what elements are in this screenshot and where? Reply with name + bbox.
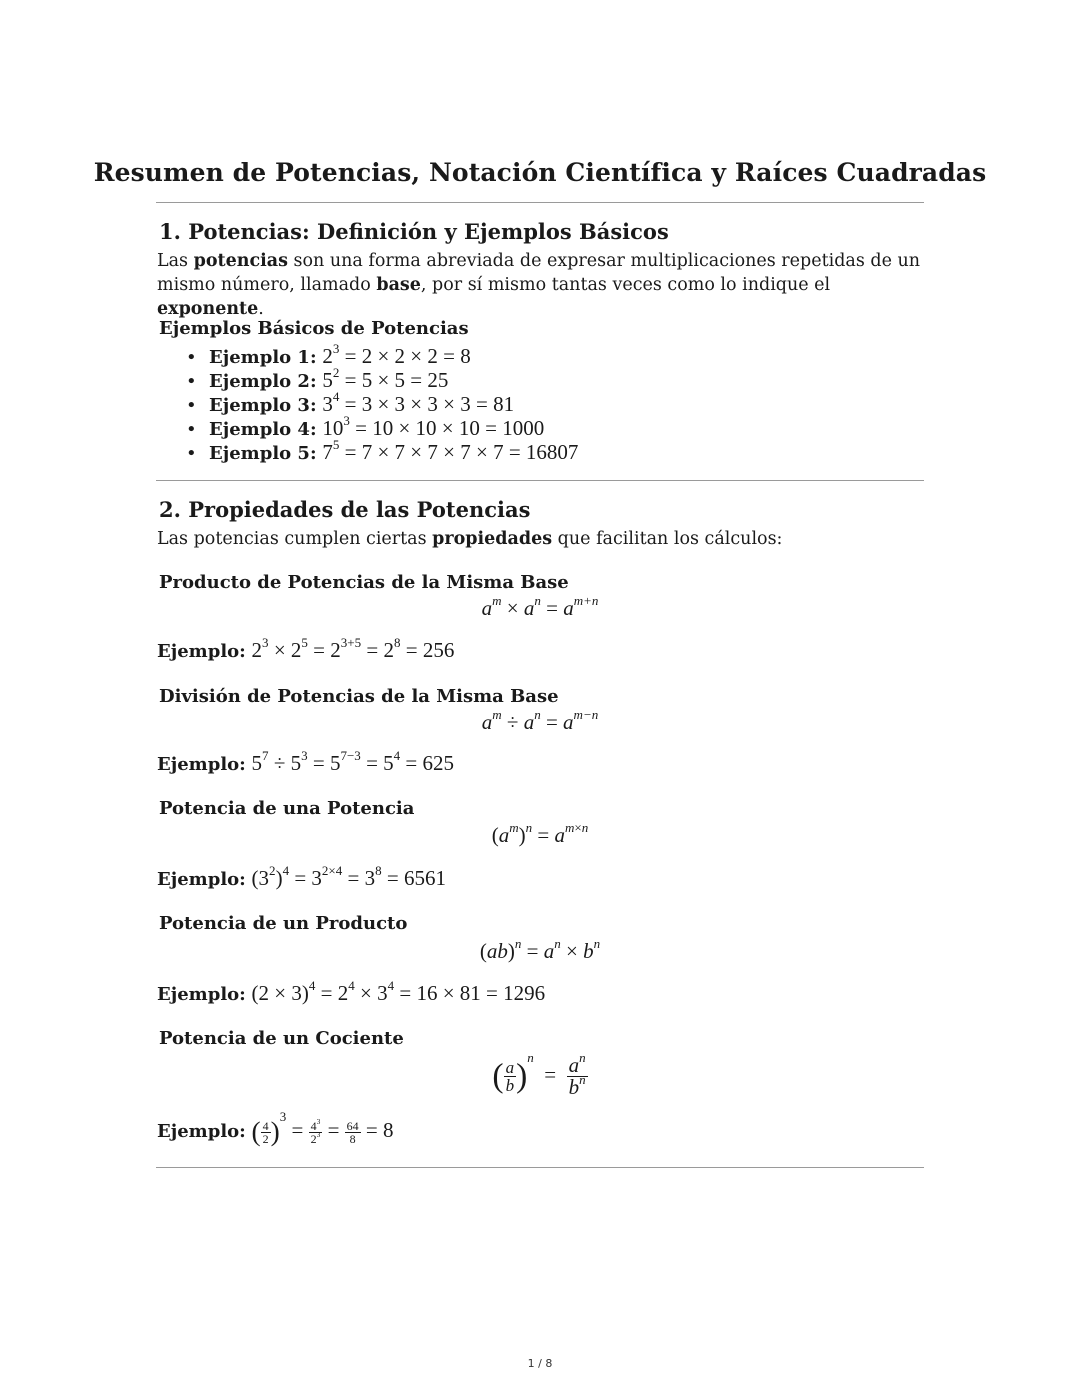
divider [156,480,924,481]
formula-potencia-potencia: $(a^m)^n = a^{m\times n}$ [491,820,589,847]
property-heading-producto: Producto de Potencias de la Misma Base [159,572,569,593]
formula-division: $a^m \div a^n = a^{m-n}$ [481,707,599,734]
property-heading-potencia-potencia: Potencia de una Potencia [159,798,415,819]
example-division: Ejemplo: $5^7 \div 5^3 = 5^{7-3} = 5^4 = 625$ [157,748,455,775]
formula-producto: $a^m \times a^n = a^{m+n}$ [481,593,599,620]
page-number: 1 / 8 [527,1357,553,1370]
divider [156,202,924,203]
section-paragraph: Las potencias cumplen ciertas propiedades que facilitan los cálculos: [157,529,783,549]
list-item: • Ejemplo 5: $7^5 = 7 \times 7 \times 7 \times 7 \times 7 = 16807$ [186,437,579,464]
property-heading-division: División de Potencias de la Misma Base [159,686,559,707]
formula-potencia-producto: $(ab)^n = a^n \times b^n$ [479,936,601,963]
example-potencia-cociente: Ejemplo: ( $\frac{4}{2}$ )$^3$ = $\frac{4^3}{2^3}$ = $\frac{64}{8}$ = 8 [157,1109,394,1147]
list-item: • Ejemplo 2: $5^2 = 5 \times 5 = 25$ [186,365,449,392]
section-heading-propiedades: 2. Propiedades de las Potencias [159,497,531,522]
divider [156,1167,924,1168]
example-potencia-potencia: Ejemplo: $(3^2)^4 = 3^{2\times 4} = 3^8 = 6561$ [157,863,446,890]
section-heading-potencias: 1. Potencias: Definición y Ejemplos Básicos [159,219,669,244]
section-paragraph: Las potencias son una forma abreviada de expresar multiplicaciones repetidas de un mismo número, llamado base, por sí mismo tantas veces como lo indique el exponente. [157,251,921,319]
property-heading-producto-potencia: Potencia de un Producto [159,913,408,934]
list-item: • Ejemplo 3: $3^4 = 3 \times 3 \times 3 \times 3 = 81$ [186,389,515,416]
list-item: • Ejemplo 4: $10^3 = 10 \times 10 \times 10 = 1000$ [186,413,545,440]
example-potencia-producto: Ejemplo: $(2 \times 3)^4 = 2^4 \times 3^4 = 16 \times 81 = 1296$ [157,978,546,1005]
list-item: • Ejemplo 1: $2^3 = 2 \times 2 \times 2 = 8$ [186,341,471,368]
examples-list [186,341,579,464]
example-producto: Ejemplo: $2^3 \times 2^5 = 2^{3+5} = 2^8 = 256$ [157,635,455,662]
property-heading-cociente: Potencia de un Cociente [159,1028,404,1049]
page-title: Resumen de Potencias, Notación Científica y Raíces Cuadradas [93,158,987,187]
subheading-ejemplos: Ejemplos Básicos de Potencias [159,318,469,339]
formula-potencia-cociente: ( $\frac{a}{b}$ )$^n$ = $\frac{a^n}{b^n}$ [492,1049,586,1099]
